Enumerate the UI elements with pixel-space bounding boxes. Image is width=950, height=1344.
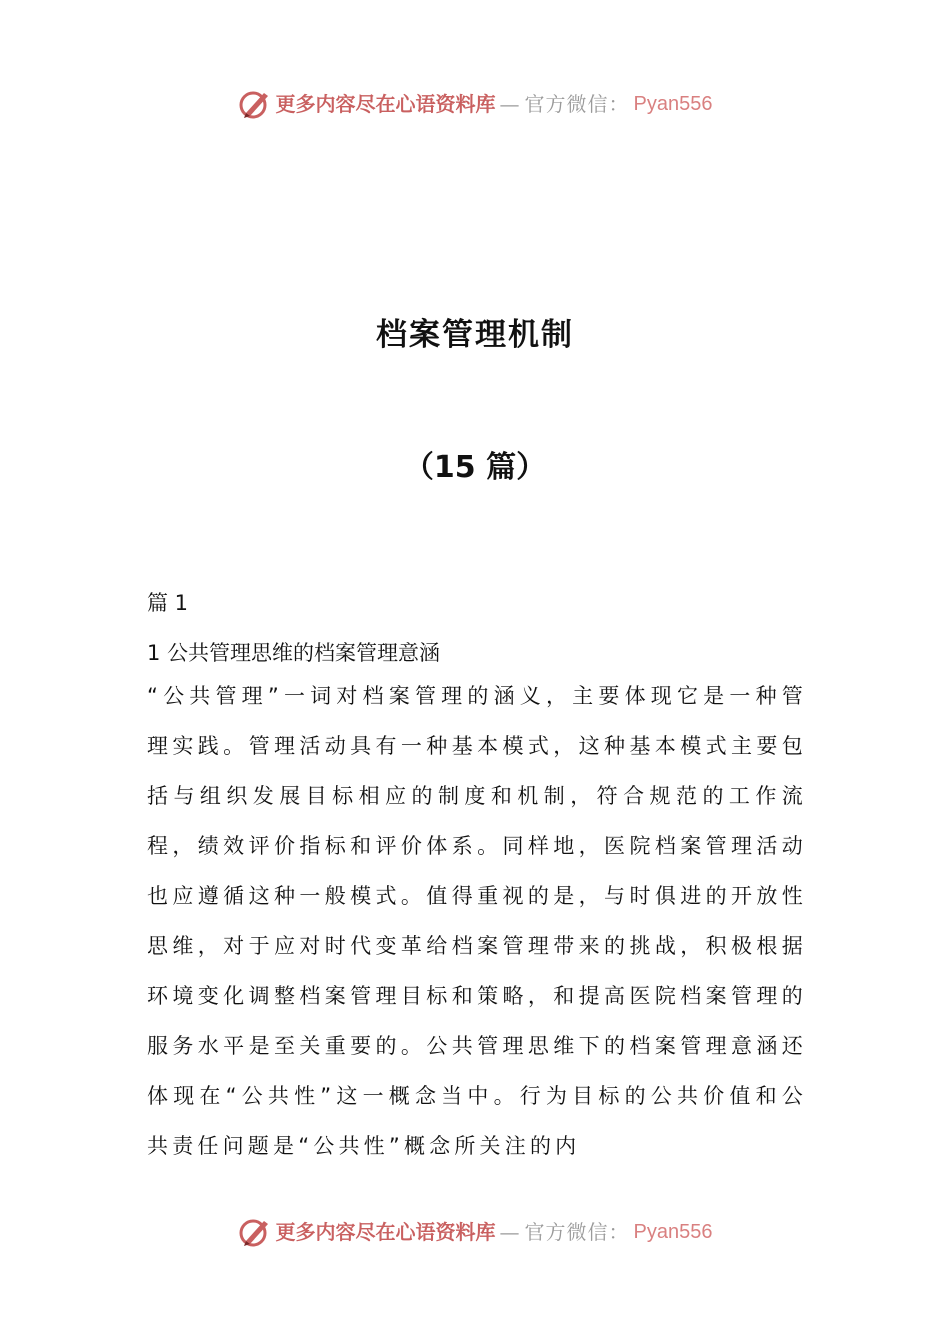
watermark-contact-id: Pyan556 [633,93,713,115]
document-title: 档案管理机制 [376,317,574,353]
document-subtitle: （15 篇） [403,450,547,485]
watermark-separator: — [499,92,521,116]
watermark-contact-id: Pyan556 [633,1221,713,1243]
watermark-separator: — [499,1220,521,1244]
footer-watermark [0,1215,950,1249]
pen-circle-icon [238,87,272,121]
section-label: 篇 1 [147,591,189,615]
body-paragraph: “公共管理”一词对档案管理的涵义，主要体现它是一种管理实践。管理活动具有一种基本模式，这种基本模式主要包括与组织发展目标相应的制度和机制，符合规范的工作流程，绩效评价指标和评价体系。同样地，医院档案管理活动也应遵循这种一般模式。值得重视的是，与时俱进的开放性思维，对于应对时代变革给档案管理带来的挑战，积极根据环境变化调整档案管理目标和策略，和提高医院档案管理的服务水平是至关重要的。公共管理思维下的档案管理意涵还体现在“公共性”这一概念当中。行为目标的公共价值和公共责任问题是“公共性”概念所关注的内 [147,684,807,1158]
section-heading: 1 公共管理思维的档案管理意涵 [147,641,441,665]
watermark-contact-label: 官方微信： [524,92,630,116]
watermark-brand: 更多内容尽在心语资料库 [275,1220,496,1244]
header-watermark [0,87,950,121]
watermark-brand: 更多内容尽在心语资料库 [275,92,496,116]
document-body [147,585,807,1171]
pen-circle-icon [238,1215,272,1249]
watermark-contact-label: 官方微信： [524,1220,630,1244]
